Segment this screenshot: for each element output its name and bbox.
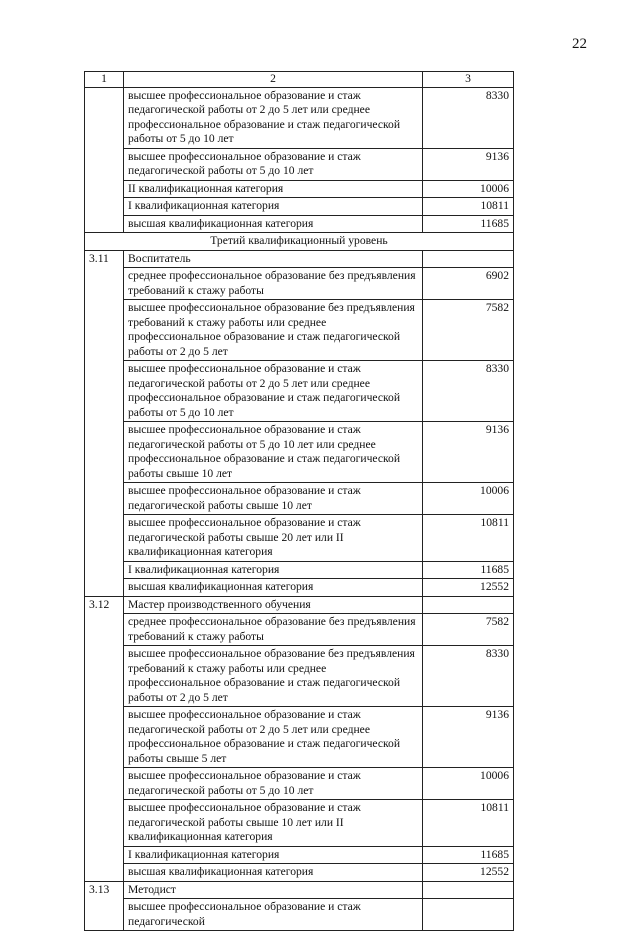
salary-value: 9136 (423, 422, 514, 483)
section-title-row (85, 881, 514, 899)
table-row (85, 361, 514, 422)
requirement-text: высшая квалификационная категория (124, 579, 423, 597)
table-row (85, 561, 514, 579)
table-row (85, 864, 514, 882)
section-number: 3.11 (85, 250, 124, 596)
table-row (85, 899, 514, 931)
salary-value: 11685 (423, 561, 514, 579)
table-row (85, 768, 514, 800)
section-title-value (423, 250, 514, 268)
level-title-row (85, 233, 514, 251)
section-title-row (85, 596, 514, 614)
requirement-text: среднее профессиональное образование без предъявления требований к стажу работы (124, 268, 423, 300)
requirement-text: среднее профессиональное образование без предъявления требований к стажу работы (124, 614, 423, 646)
requirement-text: высшее профессиональное образование и стаж педагогической работы от 5 до 10 лет или среднее профессиональное образование и стаж педагогической работы свыше 10 лет (124, 422, 423, 483)
salary-value: 9136 (423, 148, 514, 180)
table-row (85, 800, 514, 847)
requirement-text: высшее профессиональное образование и стаж педагогической работы от 5 до 10 лет (124, 148, 423, 180)
requirement-text: высшее профессиональное образование и стаж педагогической (124, 899, 423, 931)
table-row (85, 422, 514, 483)
table-row (85, 300, 514, 361)
table-row (85, 614, 514, 646)
table-row (85, 268, 514, 300)
requirement-text: I квалификационная категория (124, 561, 423, 579)
header-col-2: 2 (124, 72, 423, 88)
section-number (85, 87, 124, 233)
section-number: 3.12 (85, 596, 124, 881)
section-title-row (85, 250, 514, 268)
salary-value: 8330 (423, 361, 514, 422)
table-row (85, 87, 514, 148)
salary-value (423, 899, 514, 931)
salary-value: 10006 (423, 180, 514, 198)
salary-value: 10811 (423, 198, 514, 216)
requirement-text: высшее профессиональное образование и стаж педагогической работы от 2 до 5 лет или среднее профессиональное образование и стаж педагогической работы от 5 до 10 лет (124, 87, 423, 148)
header-col-1: 1 (85, 72, 124, 88)
salary-value: 11685 (423, 846, 514, 864)
requirement-text: высшее профессиональное образование и стаж педагогической работы свыше 10 лет или II квалификационная категория (124, 800, 423, 847)
salary-value: 11685 (423, 215, 514, 233)
salary-value: 8330 (423, 87, 514, 148)
table-row (85, 198, 514, 216)
table-row (85, 579, 514, 597)
section-title-value (423, 881, 514, 899)
requirement-text: высшее профессиональное образование и стаж педагогической работы от 2 до 5 лет или среднее профессиональное образование и стаж педагогической работы свыше 5 лет (124, 707, 423, 768)
requirement-text: высшее профессиональное образование без предъявления требований к стажу работы или среднее профессиональное образование и стаж педагогической работы от 2 до 5 лет (124, 646, 423, 707)
requirement-text: высшая квалификационная категория (124, 864, 423, 882)
table-row (85, 707, 514, 768)
requirement-text: высшее профессиональное образование и стаж педагогической работы от 5 до 10 лет (124, 768, 423, 800)
table-row (85, 148, 514, 180)
requirement-text: высшее профессиональное образование и стаж педагогической работы от 2 до 5 лет или среднее профессиональное образование и стаж педагогической работы от 5 до 10 лет (124, 361, 423, 422)
section-title-value (423, 596, 514, 614)
table-row (85, 515, 514, 562)
table-row (85, 483, 514, 515)
table-row (85, 646, 514, 707)
requirement-text: I квалификационная категория (124, 198, 423, 216)
salary-value: 10811 (423, 800, 514, 847)
table-row (85, 180, 514, 198)
table-header-row (85, 72, 514, 88)
section-number: 3.13 (85, 881, 124, 931)
salary-value: 12552 (423, 579, 514, 597)
requirement-text: высшее профессиональное образование и стаж педагогической работы свыше 20 лет или II квалификационная категория (124, 515, 423, 562)
requirement-text: I квалификационная категория (124, 846, 423, 864)
salary-value: 10811 (423, 515, 514, 562)
requirement-text: II квалификационная категория (124, 180, 423, 198)
table-row (85, 846, 514, 864)
salary-value: 7582 (423, 614, 514, 646)
salary-value: 9136 (423, 707, 514, 768)
level-title: Третий квалификационный уровень (85, 233, 514, 251)
page-number: 22 (572, 36, 587, 52)
salary-value: 10006 (423, 483, 514, 515)
table-row (85, 215, 514, 233)
section-title: Мастер производственного обучения (124, 596, 423, 614)
section-title: Воспитатель (124, 250, 423, 268)
salary-value: 8330 (423, 646, 514, 707)
salary-value: 7582 (423, 300, 514, 361)
salary-table (84, 71, 514, 931)
header-col-3: 3 (423, 72, 514, 88)
requirement-text: высшее профессиональное образование без предъявления требований к стажу работы или среднее профессиональное образование и стаж педагогической работы от 2 до 5 лет (124, 300, 423, 361)
salary-value: 6902 (423, 268, 514, 300)
requirement-text: высшее профессиональное образование и стаж педагогической работы свыше 10 лет (124, 483, 423, 515)
salary-value: 10006 (423, 768, 514, 800)
salary-value: 12552 (423, 864, 514, 882)
section-title: Методист (124, 881, 423, 899)
requirement-text: высшая квалификационная категория (124, 215, 423, 233)
